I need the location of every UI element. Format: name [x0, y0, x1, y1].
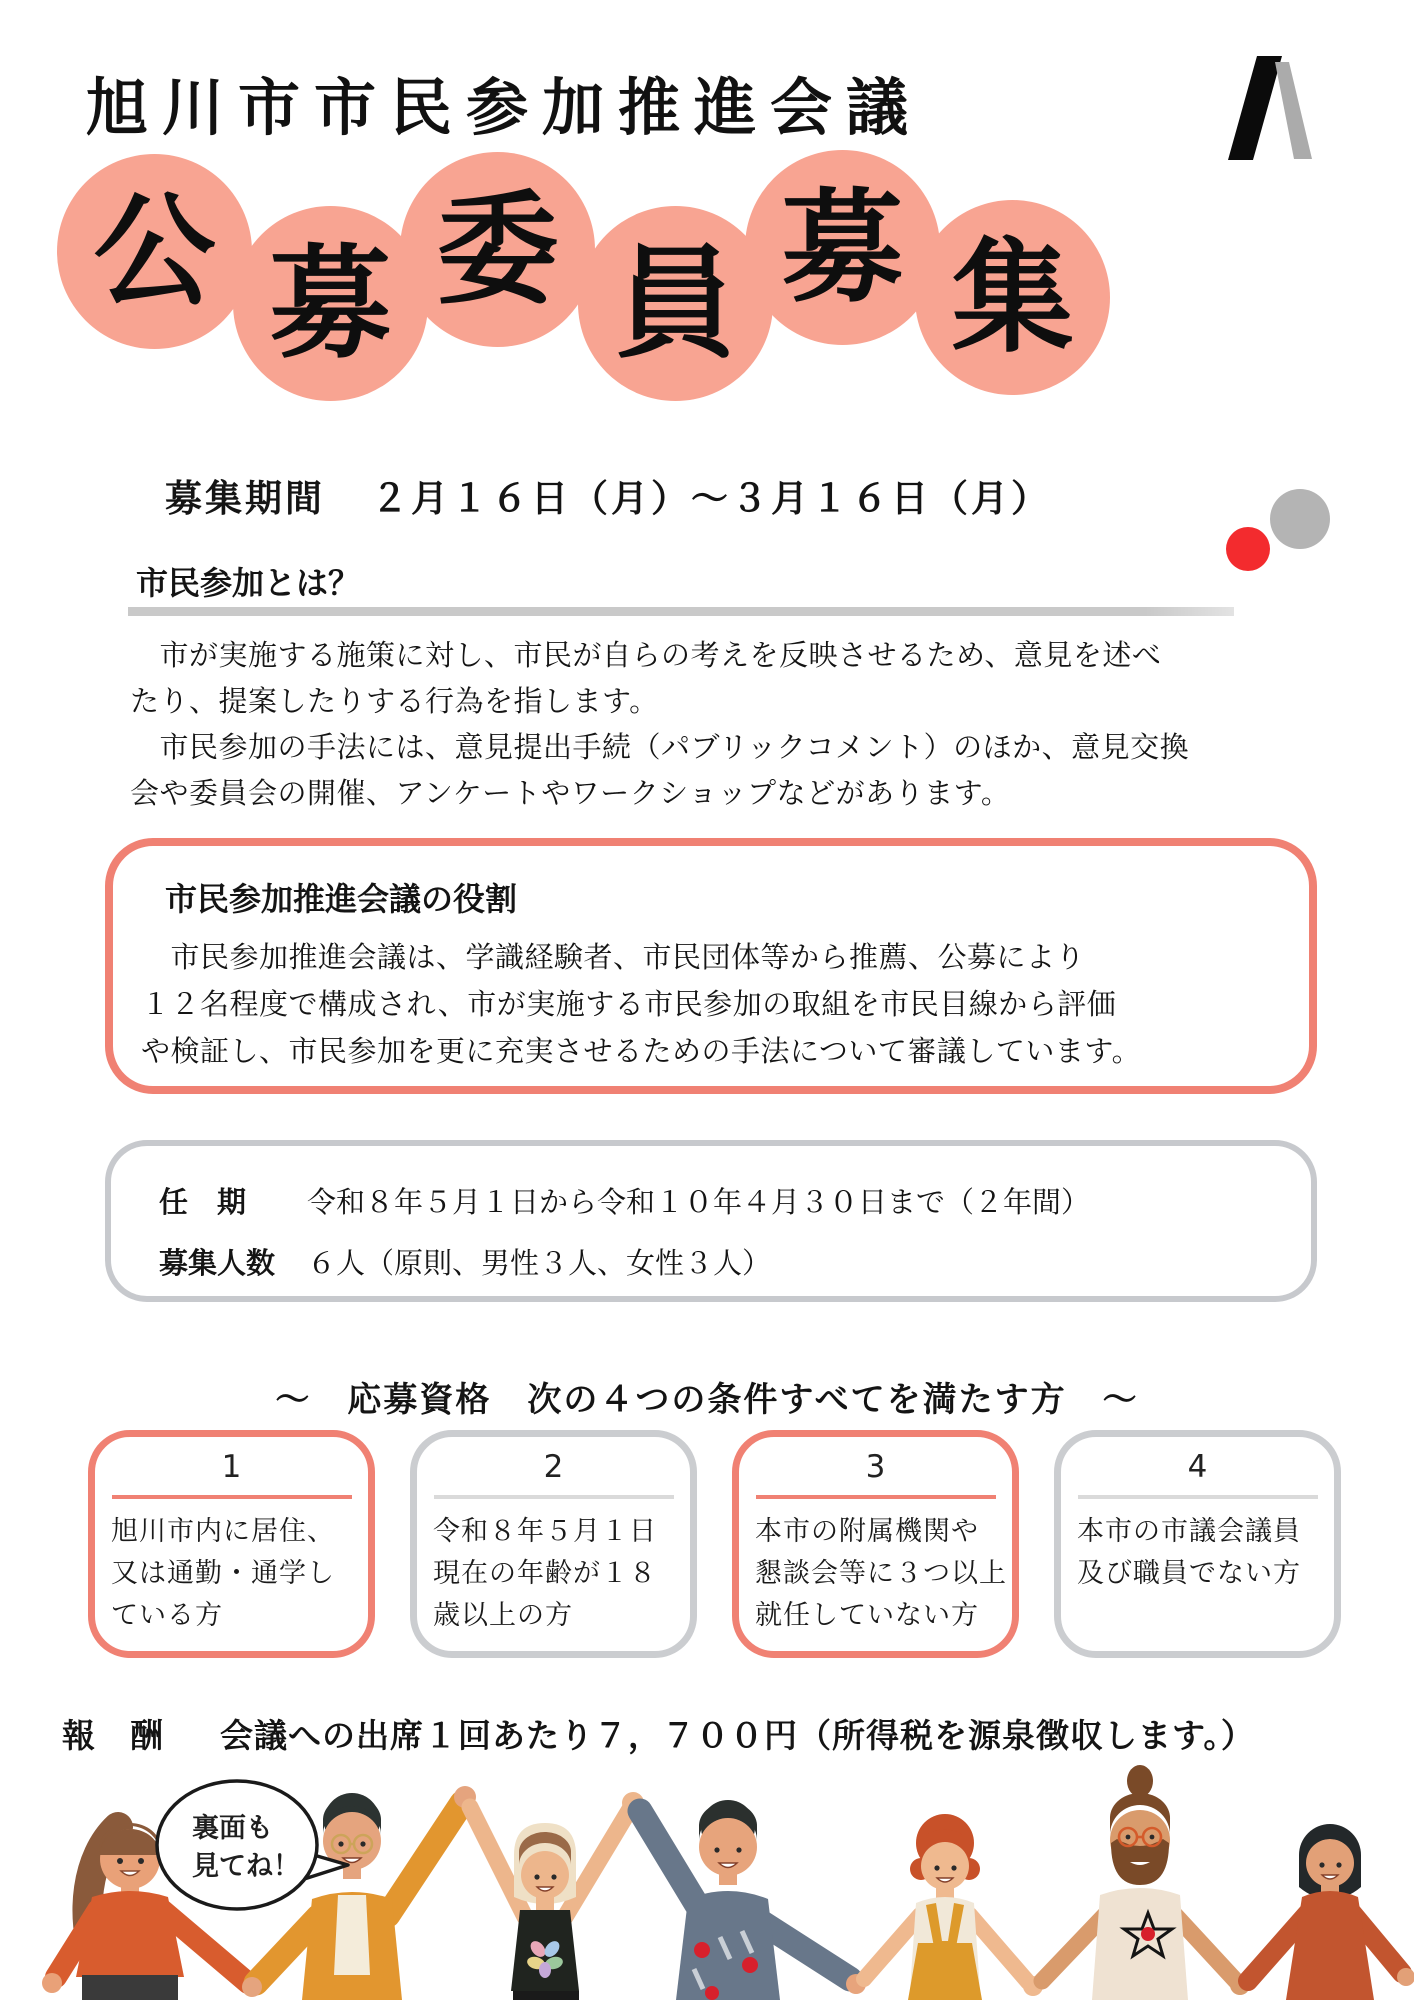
card-line: 本市の市議会議員: [1077, 1516, 1301, 1547]
body-line: １２名程度で構成され、市が実施する市民参加の取組を市民目線から評価: [141, 987, 1117, 1021]
card-line: 旭川市内に居住、: [111, 1516, 335, 1547]
qualification-card-2: [410, 1430, 697, 1658]
card-line: 又は通勤・通学し: [111, 1558, 335, 1589]
body-line: 市民参加の手法には、意見提出手続（パブリックコメント）のほか、意見交換: [130, 730, 1190, 764]
body-line: や検証し、市民参加を更に充実させるための手法について審議しています。: [141, 1034, 1142, 1068]
card-divider: [756, 1495, 996, 1499]
qualification-card-1: [88, 1430, 375, 1658]
city-logo-icon: [1228, 56, 1312, 160]
section-underline: [128, 607, 1234, 616]
term-value: 令和８年５月１日から令和１０年４月３０日まで（２年間）: [307, 1185, 1091, 1219]
recruitment-period: [165, 468, 1051, 522]
role-box-heading: 市民参加推進会議の役割: [165, 880, 518, 918]
card-line: 現在の年齢が１８: [433, 1558, 657, 1589]
circle-letter: [400, 152, 595, 347]
circle-letter: [578, 206, 773, 401]
card-divider: [1078, 1495, 1318, 1499]
reward-label: 報 酬: [62, 1716, 164, 1755]
term-row: [159, 1180, 1090, 1221]
people-illustration: [0, 1765, 1414, 2000]
circle-letter-text: 募: [781, 176, 904, 319]
card-line: 歳以上の方: [433, 1600, 573, 1631]
term-label: 任 期: [159, 1185, 247, 1219]
headcount-row: [159, 1241, 771, 1282]
card-number: 2: [543, 1449, 564, 1485]
card-number: 1: [221, 1449, 242, 1485]
circle-letter: [233, 206, 428, 401]
card-line: ている方: [111, 1600, 223, 1631]
qualification-card-4: [1054, 1430, 1341, 1658]
card-number: 4: [1187, 1449, 1208, 1485]
page-title: 旭川市市民参加推進会議: [86, 71, 923, 144]
card-line: 及び職員でない方: [1077, 1558, 1301, 1589]
circle-letter: [745, 150, 940, 345]
card-line: 就任していない方: [755, 1600, 979, 1631]
gray-dot-decoration: [1270, 489, 1330, 549]
person-3: [470, 1792, 644, 2000]
person-6: [1042, 1765, 1250, 2000]
card-divider: [434, 1495, 674, 1499]
card-divider: [112, 1495, 352, 1499]
speech-bubble-line2: 見てね！: [192, 1851, 300, 1882]
circle-letter: [915, 200, 1110, 395]
section-heading-what-is: 市民参加とは？: [136, 564, 361, 602]
speech-bubble: [157, 1781, 348, 1909]
body-line: たり、提案したりする行為を指します。: [130, 684, 659, 718]
term-box: [105, 1140, 1317, 1302]
card-line: 令和８年５月１日: [433, 1516, 657, 1547]
circle-letter-text: 募: [269, 232, 392, 375]
circle-letter-text: 公: [93, 180, 216, 323]
qualification-heading: ～ 応募資格 次の４つの条件すべてを満たす方 ～: [275, 1380, 1139, 1420]
circle-letter-text: 集: [951, 226, 1074, 369]
body-line: 会や委員会の開催、アンケートやワークショップなどがあります。: [130, 776, 1011, 810]
person-7: [1248, 1824, 1414, 2000]
circle-letter-text: 委: [436, 178, 559, 321]
body-line: 市が実施する施策に対し、市民が自らの考えを反映させるため、意見を述べ: [130, 638, 1162, 672]
role-box: [105, 838, 1317, 1094]
person-5: [864, 1814, 1043, 2000]
section-body: [130, 632, 1310, 816]
period-label: 募集期間: [165, 477, 325, 520]
reward-value: 会議への出席１回あたり７，７００円（所得税を源泉徴収します。）: [220, 1716, 1255, 1755]
red-dot-decoration: [1226, 527, 1270, 571]
headcount-value: ６人（原則、男性３人、女性３人）: [307, 1246, 772, 1280]
circle-letter: [57, 154, 252, 349]
role-box-body: [141, 934, 1271, 1075]
qualification-card-3: [732, 1430, 1019, 1658]
speech-bubble-line1: 裏面も: [192, 1813, 273, 1844]
period-value: ２月１６日（月）～３月１６日（月）: [371, 477, 1051, 520]
card-line: 本市の附属機関や: [755, 1516, 979, 1547]
big-circle-row: [0, 150, 1414, 410]
person-4: [640, 1800, 866, 2000]
card-line: 懇談会等に３つ以上: [755, 1558, 1007, 1589]
card-number: 3: [865, 1449, 886, 1485]
circle-letter-text: 員: [614, 232, 737, 375]
reward-line: [62, 1710, 1255, 1757]
headcount-label: 募集人数: [159, 1246, 276, 1280]
body-line: 市民参加推進会議は、学識経験者、市民団体等から推薦、公募により: [141, 940, 1086, 974]
